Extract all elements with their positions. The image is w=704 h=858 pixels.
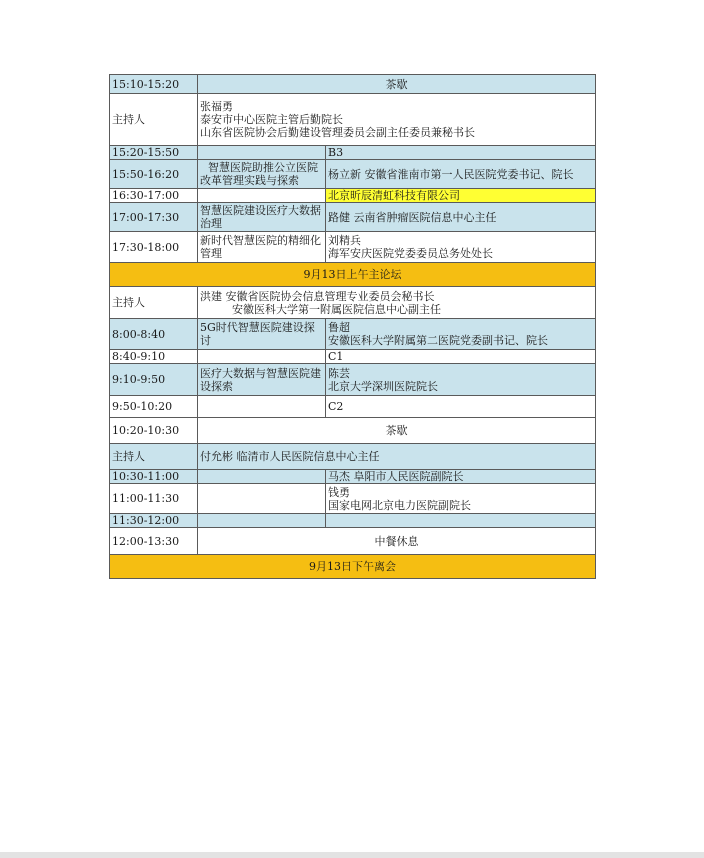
host-title: 安徽医科大学第一附属医院信息中心副主任 — [232, 302, 441, 316]
time-cell: 15:10-15:20 — [110, 75, 198, 94]
table-row — [110, 146, 596, 160]
section-row — [110, 555, 596, 579]
table-row — [110, 396, 596, 418]
speaker-cell — [326, 232, 596, 263]
table-row — [110, 287, 596, 319]
time-cell: 17:00-17:30 — [110, 203, 198, 232]
break-cell: 茶歇 — [198, 75, 596, 94]
time-cell: 8:40-9:10 — [110, 350, 198, 364]
host-title: 山东省医院协会后勤建设管理委员会副主任委员兼秘书长 — [200, 126, 475, 139]
time-cell: 9:10-9:50 — [110, 364, 198, 396]
speaker-cell — [326, 319, 596, 350]
table-row — [110, 364, 596, 396]
speaker-name: 鲁超 — [328, 321, 350, 334]
time-cell: 11:00-11:30 — [110, 484, 198, 514]
viewer-bottom-bar — [0, 852, 704, 858]
speaker-cell: 马杰 阜阳市人民医院副院长 — [326, 470, 596, 484]
table-row — [110, 160, 596, 189]
host-name: 洪建 安徽省医院协会信息管理专业委员会秘书长 — [200, 289, 435, 303]
table-row — [110, 75, 596, 94]
speaker-cell — [326, 364, 596, 396]
host-title: 泰安市中心医院主管后勤院长 — [200, 113, 343, 126]
host-name: 张福勇 — [200, 100, 233, 113]
speaker-title: 安徽医科大学附属第二医院党委副书记、院长 — [328, 334, 548, 347]
speaker-cell: C2 — [326, 396, 596, 418]
speaker-cell: C1 — [326, 350, 596, 364]
topic-cell: 5G时代智慧医院建设探讨 — [198, 319, 326, 350]
topic-cell — [198, 514, 326, 528]
speaker-title: 国家电网北京电力医院副院长 — [328, 498, 471, 512]
time-cell: 12:00-13:30 — [110, 528, 198, 555]
speaker-title: 海军安庆医院党委委员总务处处长 — [328, 247, 493, 260]
topic-cell — [198, 396, 326, 418]
table-row — [110, 189, 596, 203]
table-row — [110, 514, 596, 528]
break-cell: 茶歇 — [198, 418, 596, 444]
speaker-title: 北京大学深圳医院院长 — [328, 379, 438, 393]
speaker-cell: 杨立新 安徽省淮南市第一人民医院党委书记、院长 — [326, 160, 596, 189]
topic-cell: 智慧医院助推公立医院改革管理实践与探索 — [198, 160, 326, 189]
host-label-cell: 主持人 — [110, 444, 198, 470]
table-row — [110, 418, 596, 444]
time-cell: 10:30-11:00 — [110, 470, 198, 484]
topic-cell: 医疗大数据与智慧医院建设探索 — [198, 364, 326, 396]
table-row — [110, 319, 596, 350]
table-row — [110, 528, 596, 555]
time-cell: 15:20-15:50 — [110, 146, 198, 160]
section-row — [110, 263, 596, 287]
speaker-cell — [326, 484, 596, 514]
host-label-cell: 主持人 — [110, 287, 198, 319]
speaker-name: 刘精兵 — [328, 234, 361, 247]
speaker-name: 钱勇 — [328, 485, 350, 499]
topic-cell: 智慧医院建设医疗大数据治理 — [198, 203, 326, 232]
speaker-cell: 路健 云南省肿瘤医院信息中心主任 — [326, 203, 596, 232]
host-cell: 付允彬 临清市人民医院信息中心主任 — [198, 444, 596, 470]
time-cell: 9:50-10:20 — [110, 396, 198, 418]
time-cell: 16:30-17:00 — [110, 189, 198, 203]
topic-cell — [198, 189, 326, 203]
host-cell — [198, 94, 596, 146]
time-cell: 17:30-18:00 — [110, 232, 198, 263]
sponsor-cell: 北京昕辰清虹科技有限公司 — [326, 189, 596, 203]
speaker-name: 陈芸 — [328, 366, 350, 380]
section-header: 9月13日上午主论坛 — [110, 263, 596, 287]
table-row — [110, 350, 596, 364]
topic-cell — [198, 146, 326, 160]
table-row — [110, 94, 596, 146]
table-row — [110, 232, 596, 263]
agenda-table — [109, 74, 596, 579]
table-row — [110, 470, 596, 484]
section-header: 9月13日下午离会 — [110, 555, 596, 579]
break-cell: 中餐休息 — [198, 528, 596, 555]
speaker-cell: B3 — [326, 146, 596, 160]
time-cell: 8:00-8:40 — [110, 319, 198, 350]
topic-cell — [198, 484, 326, 514]
table-row — [110, 484, 596, 514]
topic-cell — [198, 470, 326, 484]
table-row — [110, 444, 596, 470]
speaker-cell — [326, 514, 596, 528]
time-cell: 11:30-12:00 — [110, 514, 198, 528]
time-cell: 15:50-16:20 — [110, 160, 198, 189]
host-label-cell: 主持人 — [110, 94, 198, 146]
topic-cell — [198, 350, 326, 364]
table-row — [110, 203, 596, 232]
host-cell — [198, 287, 596, 319]
topic-cell: 新时代智慧医院的精细化管理 — [198, 232, 326, 263]
time-cell: 10:20-10:30 — [110, 418, 198, 444]
